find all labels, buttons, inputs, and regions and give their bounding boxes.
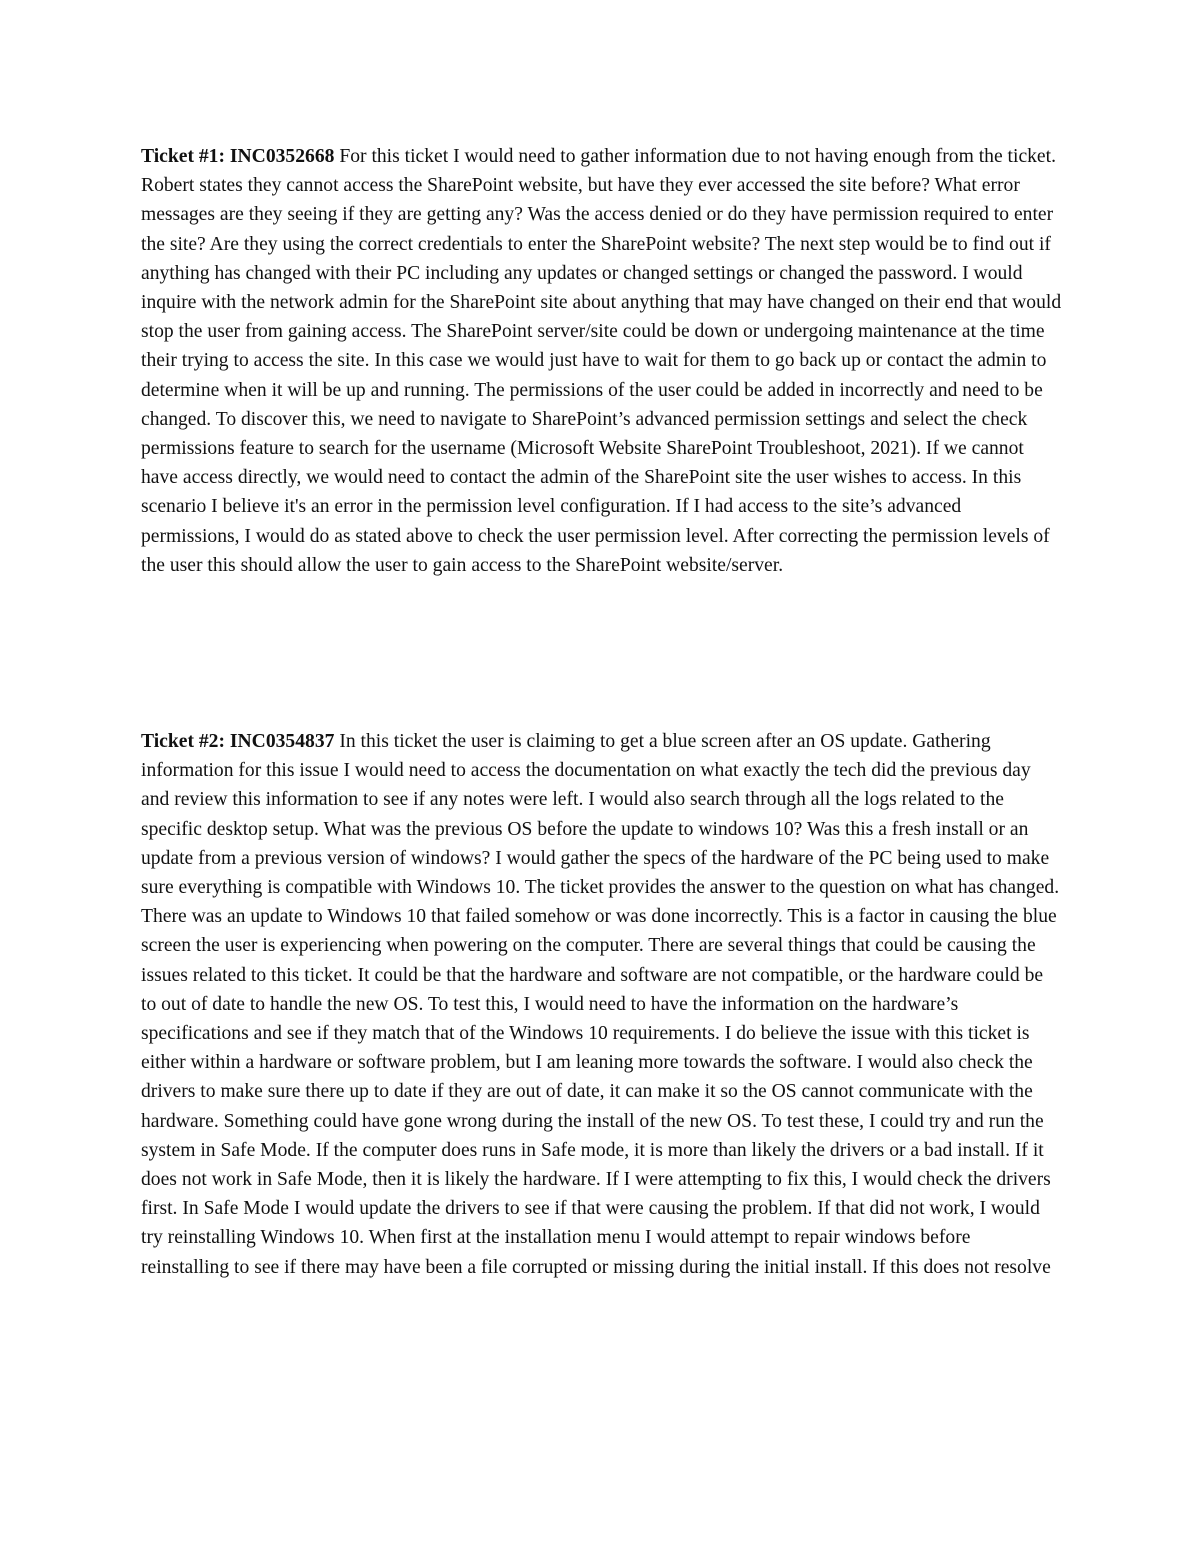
ticket-label: Ticket #1: [141, 146, 225, 167]
ticket-paragraph [141, 727, 1063, 1282]
ticket-body-text: For this ticket I would need to gather information due to not having enough from the ticket. Robert states they cannot access the SharePoint website, but have they ever accessed the site before? What error messages are they seeing if they are getting any? Was the access denied or do they have permission required to enter the site? Are they using the correct credentials to enter the SharePoint website? The next step would be to find out if anything has changed with their PC including any updates or changed settings or changed the password. I would inquire with the network admin for the SharePoint site about anything that may have changed on their end that would stop the user from gaining access. The SharePoint server/site could be down or undergoing maintenance at the time their trying to access the site. In this case we would just have to wait for them to go back up or contact the admin to determine when it will be up and running. The permissions of the user could be added in incorrectly and need to be changed. To discover this, we need to navigate to SharePoint’s advanced permission settings and select the check permissions feature to search for the username (Microsoft Website SharePoint Troubleshoot, 2021). If we cannot have access directly, we would need to contact the admin of the SharePoint site the user wishes to access. In this scenario I believe it's an error in the permission level configuration. If I had access to the site’s advanced permissions, I would do as stated above to check the user permission level. After correcting the permission levels of the user this should allow the user to gain access to the SharePoint website/server. [141, 146, 1062, 576]
ticket-paragraph [141, 142, 1063, 580]
ticket-body-text: In this ticket the user is claiming to get a blue screen after an OS update. Gathering information for this issue I would need to access the documentation on what exactly the tech did the previous day and review this information to see if any notes were left. I would also search through all the logs related to the specific desktop setup. What was the previous OS before the update to windows 10? Was this a fresh install or an update from a previous version of windows? I would gather the specs of the hardware of the PC being used to make sure everything is compatible with Windows 10. The ticket provides the answer to the question on what has changed. There was an update to Windows 10 that failed somehow or was done incorrectly. This is a factor in causing the blue screen the user is experiencing when powering on the computer. There are several things that could be causing the issues related to this ticket. It could be that the hardware and software are not compatible, or the hardware could be to out of date to handle the new OS. To test this, I would need to have the information on the hardware’s specifications and see if they match that of the Windows 10 requirements. I do believe the issue with this ticket is either within a hardware or software problem, but I am leaning more towards the software. I would also check the drivers to make sure there up to date if they are out of date, it can make it so the OS cannot communicate with the hardware. Something could have gone wrong during the install of the new OS. To test these, I could try and run the system in Safe Mode. If the computer does runs in Safe mode, it is more than likely the drivers or a bad install. If it does not work in Safe Mode, then it is likely the hardware. If I were attempting to fix this, I would check the drivers first. In Safe Mode I would update the drivers to see if that were causing the problem. If that did not work, I would try reinstalling Windows 10. When first at the installation menu I would attempt to repair windows before reinstalling to see if there may have been a file corrupted or missing during the initial install. If this does not resolve [141, 731, 1060, 1278]
incident-number: INC0354837 [229, 731, 335, 752]
incident-number: INC0352668 [229, 146, 335, 167]
ticket-label: Ticket #2: [141, 731, 225, 752]
